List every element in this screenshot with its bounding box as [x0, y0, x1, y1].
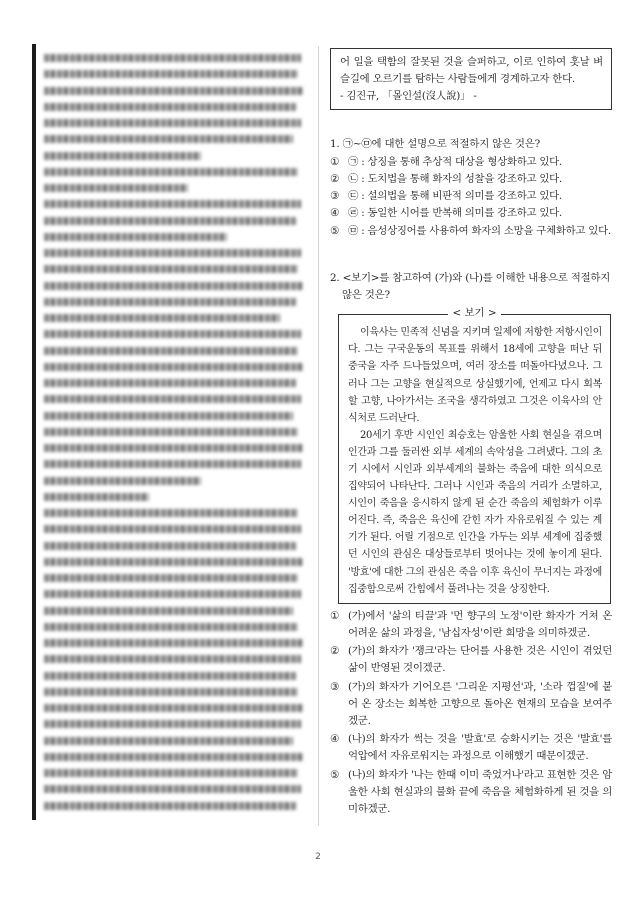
q1-option-text: ㉠ : 상징을 통해 추상적 대상을 형상화하고 있다.	[348, 155, 562, 168]
blurred-line	[44, 265, 298, 273]
q2-option-text: (가)의 화자가 기어오른 '그리운 지평선'과, '소라 껍질'에 붙어 온 장소는 회복한 고향으로 돌아온 현재의 모습을 보여주겠군.	[348, 680, 612, 727]
passage-source: - 김진규, 「몰인설(沒人說)」 -	[340, 90, 477, 103]
blurred-line	[44, 542, 296, 550]
q1-option[interactable]	[330, 154, 612, 171]
q1-option-number: ⑤	[330, 224, 340, 237]
q1-option-text: ㉡ : 도치법을 통해 화자의 성찰을 강조하고 있다.	[348, 173, 562, 186]
question-1-stem: ㉠~㉤에 대한 설명으로 적절하지 않은 것은?	[342, 137, 540, 150]
question-1-options	[330, 154, 612, 240]
left-column-blurred	[32, 44, 308, 820]
blurred-line	[44, 623, 298, 631]
q2-option[interactable]	[330, 643, 612, 677]
blurred-line	[44, 639, 303, 647]
blurred-line	[44, 135, 293, 143]
bogi-title: < 보기 >	[338, 306, 611, 320]
question-2-options	[330, 608, 612, 818]
q1-option-number: ②	[330, 173, 340, 186]
blurred-line	[44, 672, 296, 680]
blurred-line	[44, 558, 303, 566]
blurred-line	[44, 460, 301, 468]
blurred-line	[44, 379, 296, 387]
blurred-line	[44, 152, 201, 160]
passage-tail-box	[330, 48, 612, 110]
passage-tail-text: 어 일을 택함의 잘못된 것을 슬퍼하고, 이로 인하여 홋날 벼슬길에 오르기를 탐하는 사람들에게 경계하고자 한다.	[340, 56, 603, 86]
question-1	[330, 136, 612, 153]
blurred-line	[44, 395, 301, 403]
question-2	[330, 270, 612, 304]
bogi-paragraph: 이육사는 민족적 신념을 지키며 일제에 저항한 저항시인이다. 그는 구국운동의 목표를 위해서 18세에 고향을 떠난 뒤 중국을 자주 드나들었으며, 여러 장소를 떠돌아다녔으나. 그러나 그는 고향을 현실적으로 상실했기에, 언제고 다시 회복할 고향, 나아가서는 조국을 생각하였고 그것은 이육사의 안식처로 드러난다.	[348, 327, 602, 424]
q2-option-number: ③	[330, 680, 340, 693]
blurred-line	[44, 655, 301, 663]
blurred-line	[44, 282, 303, 290]
blurred-line	[44, 525, 301, 533]
q2-option[interactable]	[330, 679, 612, 731]
q1-option-text: ㉤ : 음성상징어를 사용하여 화자의 소망을 구체화하고 있다.	[348, 224, 611, 237]
q1-option[interactable]	[330, 188, 612, 205]
right-column	[330, 48, 612, 819]
blurred-line	[44, 412, 293, 420]
blurred-line	[44, 314, 280, 322]
q1-option[interactable]	[330, 171, 612, 188]
page-number: 2	[315, 852, 321, 862]
blurred-line	[44, 574, 298, 582]
q2-option-text: (나)의 화자가 썩는 것을 '발효'로 승화시키는 것은 '발효'를 억압에서 자유로워지는 과정으로 이해했기 때문이겠군.	[348, 733, 612, 763]
q1-option-number: ③	[330, 190, 340, 203]
q1-option-text: ㉣ : 동일한 시어를 반복해 의미를 강조하고 있다.	[348, 207, 562, 220]
question-2-stem: <보기>를 참고하여 (가)와 (나)를 이해한 내용으로 적절하지 않은 것은?	[342, 271, 611, 302]
q2-option-text: (가)에서 '삶의 티끌'과 '먼 향구의 노정'이란 화자가 거쳐 온 어려운 삶의 과정을, '남십자성'이란 희망을 의미하겠군.	[348, 609, 612, 639]
q2-option[interactable]	[330, 767, 612, 819]
blurred-line	[44, 233, 227, 241]
blurred-line	[44, 200, 301, 208]
blurred-line	[44, 103, 296, 111]
column-divider	[318, 46, 319, 826]
blurred-line	[44, 168, 298, 176]
question-2-number: 2.	[330, 271, 340, 284]
bogi-paragraph: 20세기 후반 시인인 최승호는 암울한 사회 현실을 겪으며 인간과 그를 둘러싼 외부 세계의 속악성을 그려냈다. 그의 초기 시에서 시인과 외부세계의 불화는 죽음에 대한 의식으로 집약되어 나타난다. 그러나 시인과 죽음의 거리가 소멸하고, 시인이 죽음을 응시하지 않게 된 순간 죽음의 체험화가 이루어진다. 즉, 죽음은 육신에 갇힌 자가 자유로워질 수 있는 계기가 된다. 어릴 기점으로 인간을 가두는 외부 세계에 집중했던 시인의 관심은 대상들로부터 벗어나는 것에 놓이게 된다. '방효'에 대한 그의 관심은 죽음 이후 육신이 무너지는 과정에 집중함으로써 간힘에서 풀려나는 것을 상징한다.	[348, 429, 602, 595]
q2-option-text: (나)의 화자가 '나는 한때 이미 죽었거나'라고 표현한 것은 암울한 사회 현실과의 불화 끝에 죽음을 체험화하게 된 것을 의미하겠군.	[348, 768, 612, 815]
q1-option-number: ①	[330, 155, 340, 168]
blurred-line	[44, 54, 301, 62]
blurred-line	[44, 785, 301, 793]
blurred-line	[44, 330, 301, 338]
question-1-number: 1.	[330, 137, 340, 150]
q2-option-text: (가)의 화자가 '쟁크'라는 단어를 사용한 것은 시인이 겪었던 삶이 반영된 것이겠군.	[348, 645, 612, 675]
blurred-line	[44, 363, 303, 371]
q2-option-number: ⑤	[330, 768, 340, 781]
q2-option[interactable]	[330, 608, 612, 642]
blurred-line	[44, 753, 303, 761]
q2-option[interactable]	[330, 731, 612, 765]
q2-option-number: ①	[330, 609, 340, 622]
blurred-text-area	[44, 50, 306, 814]
bogi-box	[338, 314, 611, 604]
q2-option-number: ④	[330, 733, 340, 746]
blurred-line	[44, 509, 298, 517]
blurred-line	[44, 298, 296, 306]
blurred-line	[44, 704, 303, 712]
blurred-line	[44, 70, 298, 78]
blurred-line	[44, 119, 301, 127]
blurred-line	[44, 347, 298, 355]
q1-option-number: ④	[330, 207, 340, 220]
blurred-line	[44, 428, 298, 436]
blurred-line	[44, 184, 188, 192]
blurred-line	[44, 493, 149, 501]
bogi-section	[338, 307, 611, 604]
blurred-line	[44, 444, 303, 452]
blurred-line	[44, 769, 298, 777]
blurred-line	[44, 477, 201, 485]
blurred-line	[44, 720, 301, 728]
q2-option-number: ②	[330, 645, 340, 658]
blurred-line	[44, 737, 293, 745]
blurred-line	[44, 217, 296, 225]
blurred-line	[44, 802, 296, 810]
blurred-line	[44, 590, 301, 598]
blurred-line	[44, 249, 301, 257]
column-margin-bar	[32, 44, 36, 820]
q1-option[interactable]	[330, 205, 612, 222]
q1-option[interactable]	[330, 223, 612, 240]
blurred-line	[44, 607, 293, 615]
blurred-line	[44, 87, 303, 95]
q1-option-text: ㉢ : 설의법을 통해 비판적 의미를 강조하고 있다.	[348, 190, 562, 203]
blurred-line	[44, 688, 298, 696]
